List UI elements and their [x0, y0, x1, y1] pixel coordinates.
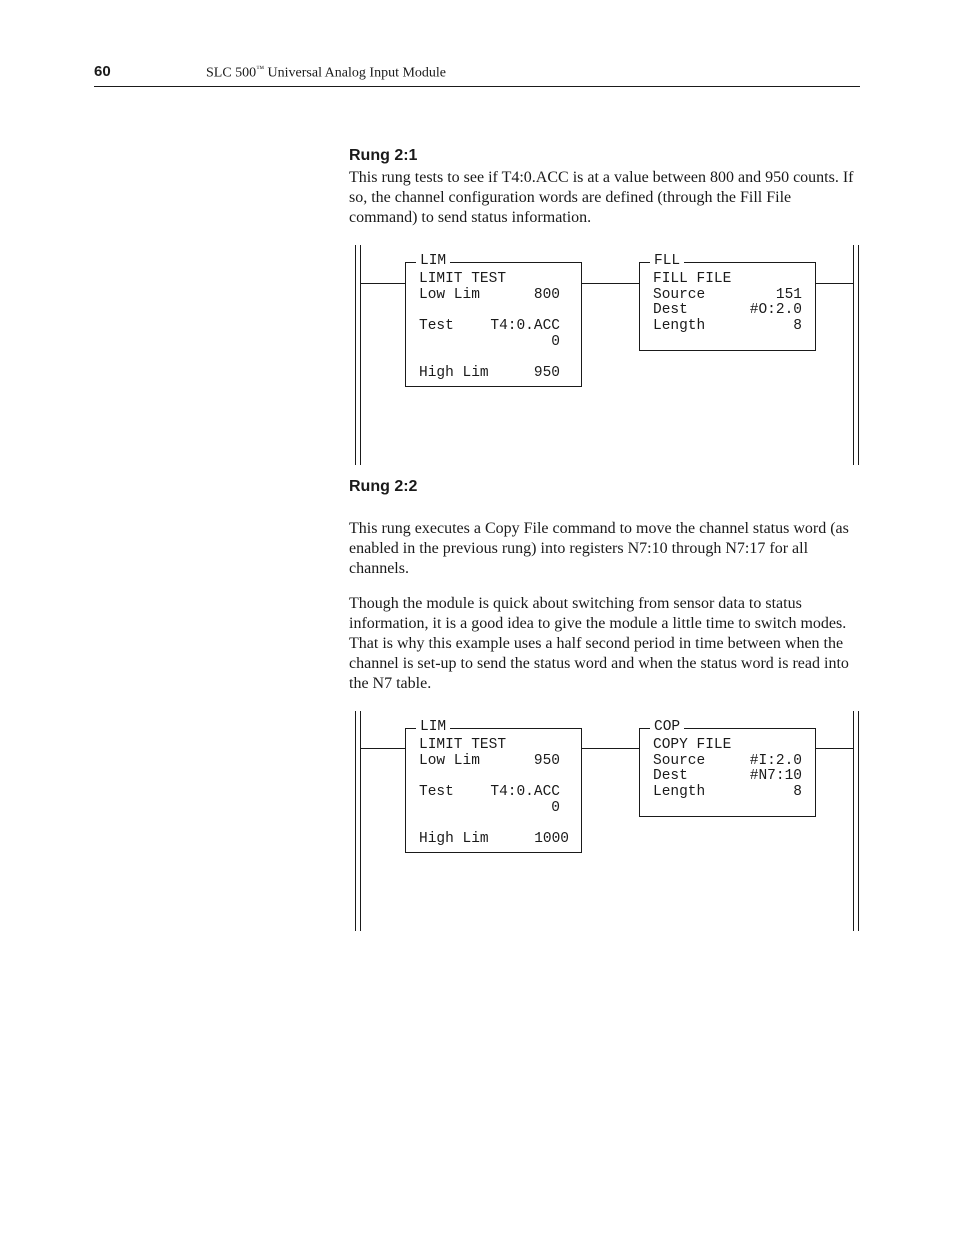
left-power-rail: [355, 245, 356, 465]
length-label: Length: [653, 784, 706, 800]
test-label: Test: [419, 318, 454, 334]
instruction-mnemonic: LIM: [416, 253, 450, 269]
source-label: Source: [653, 287, 706, 303]
length-label: Length: [653, 318, 706, 334]
instruction-mnemonic: LIM: [416, 719, 450, 735]
high-lim-label: High Lim: [419, 365, 489, 381]
source-label: Source: [653, 753, 706, 769]
rung-wire: [815, 283, 853, 284]
rung-2-1-heading: Rung 2:1: [349, 147, 418, 164]
rung-2-2-description: This rung executes a Copy File command to move the channel status word (as enabled in the previous rung) into registers N7:10 through N7:17 for all channels.: [349, 520, 849, 577]
rung-wire: [581, 283, 639, 284]
fll-instruction-block: [639, 253, 816, 351]
rung-wire: [815, 748, 853, 749]
length-value: 8: [793, 318, 802, 334]
instruction-title: COPY FILE: [653, 737, 732, 753]
test-address: T4:0.ACC: [490, 318, 560, 334]
test-label: Test: [419, 784, 454, 800]
lim-instruction-block: [405, 253, 582, 387]
right-power-rail: [858, 711, 859, 931]
instruction-title: LIMIT TEST: [419, 271, 507, 287]
high-lim-value: 1000: [534, 831, 569, 847]
rung-wire: [360, 748, 405, 749]
low-lim-label: Low Lim: [419, 287, 480, 303]
low-lim-label: Low Lim: [419, 753, 480, 769]
source-value: #I:2.0: [749, 753, 802, 769]
left-power-rail: [360, 711, 361, 931]
cop-instruction-block: [639, 719, 816, 817]
page-header: [94, 62, 860, 87]
trademark-symbol: ™: [256, 64, 265, 73]
rung-wire: [581, 748, 639, 749]
test-current-value: 0: [551, 334, 560, 350]
dest-value: #N7:10: [749, 768, 802, 784]
instruction-mnemonic: FLL: [650, 253, 684, 269]
low-lim-value: 800: [533, 287, 560, 303]
rung-2-2-heading: Rung 2:2: [349, 478, 418, 495]
rung-2-2-note: Though the module is quick about switching from sensor data to status information, it is a good idea to give the module a little time to switch modes. That is why this example uses a half second period in time between when the channel is set-up to send the status word and when the status word is read into the N7 table.: [349, 595, 849, 692]
rung-wire: [360, 283, 405, 284]
rung-2-1-ladder-diagram: [355, 245, 860, 465]
document-title: SLC 500™ Universal Analog Input Module: [206, 64, 447, 81]
left-power-rail: [355, 711, 356, 931]
dest-label: Dest: [653, 768, 688, 784]
page-number: 60: [94, 63, 111, 80]
high-lim-value: 950: [533, 365, 560, 381]
left-power-rail: [360, 245, 361, 465]
high-lim-label: High Lim: [419, 831, 489, 847]
dest-label: Dest: [653, 302, 688, 318]
test-current-value: 0: [551, 800, 560, 816]
rung-2-1-description: This rung tests to see if T4:0.ACC is at a value between 800 and 950 counts. If so, the channel configuration words are defined (through the Fill File command) to send status information.: [349, 169, 854, 226]
lim-instruction-block: [405, 719, 582, 853]
right-power-rail: [858, 245, 859, 465]
right-power-rail: [853, 711, 854, 931]
source-value: 151: [775, 287, 802, 303]
rung-2-2-ladder-diagram: [355, 711, 860, 931]
instruction-mnemonic: COP: [650, 719, 684, 735]
length-value: 8: [793, 784, 802, 800]
test-address: T4:0.ACC: [490, 784, 560, 800]
instruction-title: FILL FILE: [653, 271, 732, 287]
instruction-title: LIMIT TEST: [419, 737, 507, 753]
low-lim-value: 950: [533, 753, 560, 769]
right-power-rail: [853, 245, 854, 465]
dest-value: #O:2.0: [749, 302, 802, 318]
